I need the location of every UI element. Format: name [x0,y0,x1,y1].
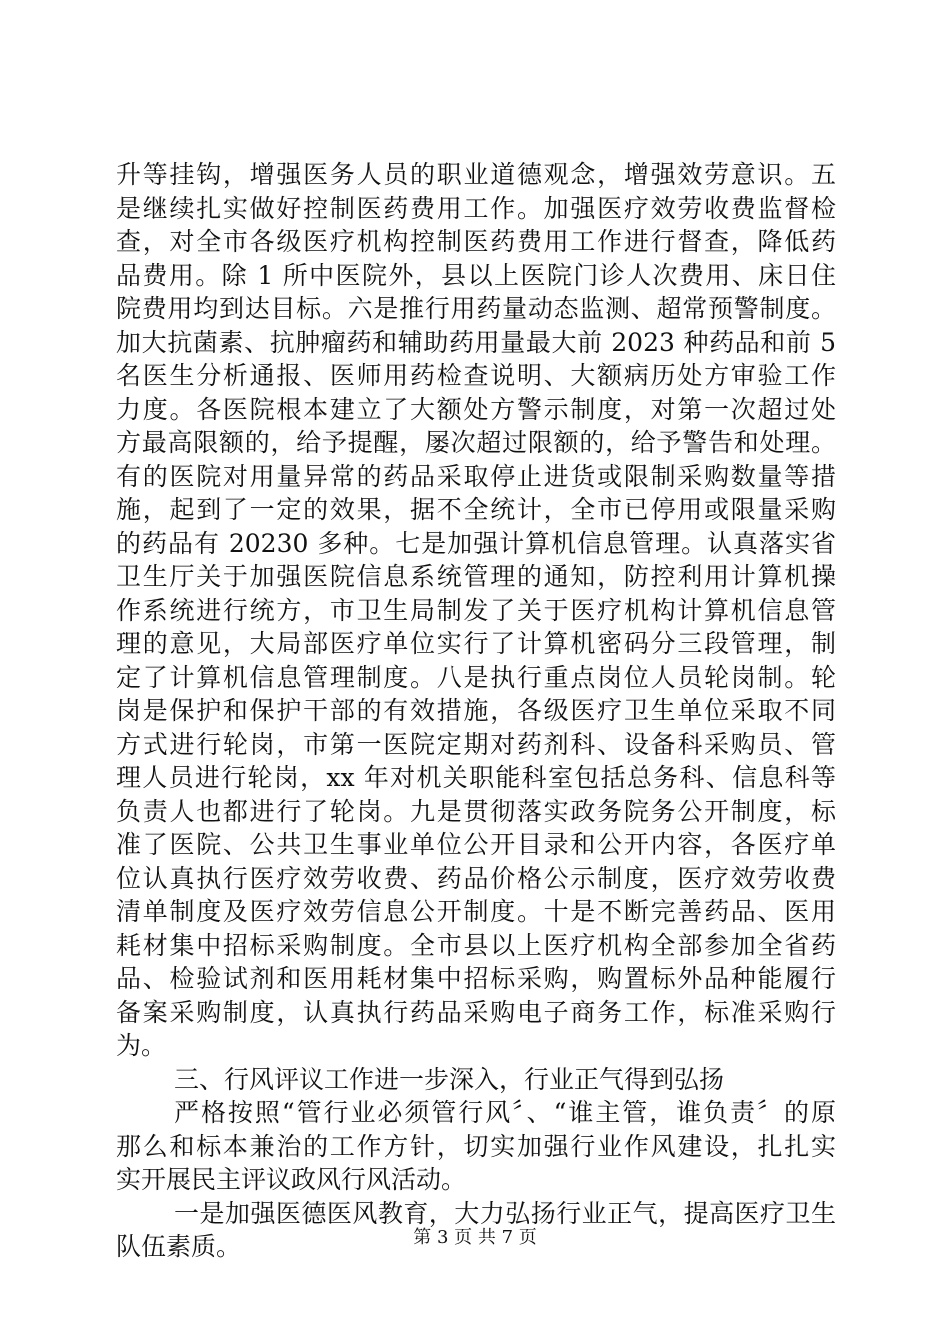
text-line: 负责人也都进行了轮岗。九是贯彻落实政务院务公开制度，标 [116,796,836,826]
text-line: 方最高限额的，给予提醒，屡次超过限额的，给予警告和处理。 [116,428,836,457]
text-line: 备案采购制度，认真执行药品采购电子商务工作，标准采购行 [116,997,836,1027]
text-line: 清单制度及医疗效劳信息公开制度。十是不断完善药品、医用 [116,897,836,926]
text-line: 方式进行轮岗，市第一医院定期对药剂科、设备科采购员、管 [116,729,836,759]
paragraph-line: 实开展民主评议政风行风活动。 [116,1165,467,1194]
text-line: 为。 [116,1031,167,1060]
text-line: 力度。各医院根本建立了大额处方警示制度，对第一次超过处 [116,394,836,424]
text-line: 品、检验试剂和医用耗材集中招标采购，购置标外品种能履行 [116,964,836,993]
section-heading: 三、行风评议工作进一步深入，行业正气得到弘扬 [174,1064,725,1094]
paragraph-line: 那么和标本兼治的工作方针，切实加强行业作风建设，扎扎实 [116,1131,836,1161]
text-line: 定了计算机信息管理制度。八是执行重点岗位人员轮岗制。轮 [116,662,836,692]
text-line: 升等挂钩，增强医务人员的职业道德观念，增强效劳意识。五 [116,160,836,189]
text-line: 品费用。除 1 所中医院外，县以上医院门诊人次费用、床日住 [116,260,836,290]
text-line: 名医生分析通报、医师用药检查说明、大额病历处方审验工作 [116,361,836,390]
document-body [116,158,836,1264]
paragraph-line: 队伍素质。 [116,1232,242,1261]
paragraph-line: 一是加强医德医风教育，大力弘扬行业正气，提高医疗卫生 [174,1198,836,1228]
text-line: 的药品有 20230 多种。七是加强计算机信息管理。认真落实省 [116,528,836,558]
text-line: 准了医院、公共卫生事业单位公开目录和公开内容，各医疗单 [116,830,836,859]
text-line: 有的医院对用量异常的药品采取停止进货或限制采购数量等措 [116,461,836,491]
text-line: 加大抗菌素、抗肿瘤药和辅助药用量最大前 2023 种药品和前 5 [116,327,836,357]
text-line: 是继续扎实做好控制医药费用工作。加强医疗效劳收费监督检 [116,193,836,223]
text-line: 卫生厅关于加强医院信息系统管理的通知，防控利用计算机操 [116,562,836,591]
text-line: 院费用均到达目标。六是推行用药量动态监测、超常预警制度。 [116,294,836,323]
text-line: 耗材集中招标采购制度。全市县以上医疗机构全部参加全省药 [116,930,836,960]
text-line: 作系统进行统方，市卫生局制发了关于医疗机构计算机信息管 [116,595,836,625]
paragraph-line: 严格按照“管行业必须管行风〞、“谁主管，谁负责〞的原 [174,1098,836,1127]
text-line: 理的意见，大局部医疗单位实行了计算机密码分三段管理，制 [116,629,836,658]
text-line: 理人员进行轮岗，xx 年对机关职能科室包括总务科、信息科等 [116,763,836,792]
text-line: 岗是保护和保护干部的有效措施，各级医疗卫生单位采取不同 [116,696,836,725]
page-footer: 第 3 页 共 7 页 [413,1227,537,1248]
text-line: 位认真执行医疗效劳收费、药品价格公示制度，医疗效劳收费 [116,863,836,893]
text-line: 查，对全市各级医疗机构控制医药费用工作进行督查，降低药 [116,227,836,256]
text-line: 施，起到了一定的效果，据不全统计，全市已停用或限量采购 [116,495,836,524]
